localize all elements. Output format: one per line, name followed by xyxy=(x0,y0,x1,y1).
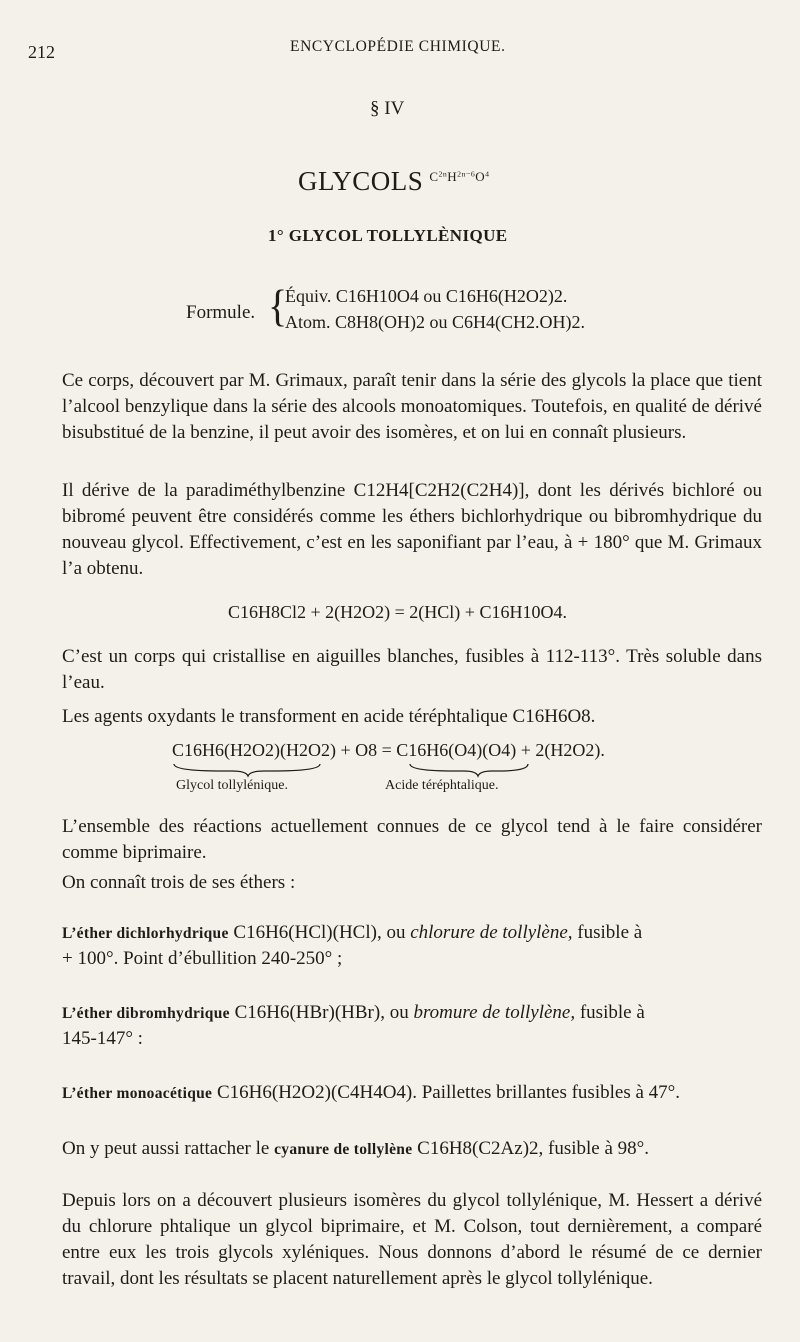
section-subtitle: 1° GLYCOL TOLLYLÈNIQUE xyxy=(268,226,508,245)
paragraph-3: C’est un corps qui cristallise en aiguilles blanches, fusibles à 112-113°. Très soluble dans l’eau. xyxy=(62,646,762,693)
page-number: 212 xyxy=(28,42,55,62)
chapter-title xyxy=(298,166,490,197)
running-title: ENCYCLOPÉDIE CHIMIQUE. xyxy=(290,38,506,55)
underbrace-left xyxy=(174,764,320,776)
paragraph-4: Les agents oxydants le transforment en acide téréphtalique C16H6O8. xyxy=(62,706,596,727)
paragraph-5: L’ensemble des réactions actuellement connues de ce glycol tend à le faire considérer comme biprimaire. xyxy=(62,816,762,863)
label-glycol: Glycol tollylénique. xyxy=(176,778,288,793)
equation-2: C16H6(H2O2)(H2O2) + O8 = C16H6(O4)(O4) + 2(H2O2). xyxy=(172,740,605,760)
chapter-title-formula: C2nH2n−6O4 xyxy=(429,169,490,184)
paragraph-6: On connaît trois de ses éthers : xyxy=(62,872,296,893)
section-mark: § IV xyxy=(370,98,405,119)
ether-1-line-1: L’éther dichlorhydrique C16H6(HCl)(HCl), ou chlorure de tollylène, fusible à xyxy=(62,922,643,943)
formule-equiv: Équiv. C16H10O4 ou C16H6(H2O2)2. xyxy=(285,286,568,306)
label-acide: Acide téréphtalique. xyxy=(385,778,499,793)
cyanure-line: On y peut aussi rattacher le cyanure de tollylène C16H8(C2Az)2, fusible à 98°. xyxy=(62,1138,650,1159)
paragraph-1: Ce corps, découvert par M. Grimaux, paraît tenir dans la série des glycols la place que tient l’alcool benzylique dans la série des alcools monoatomiques. Toutefois, en qualité de dérivé bisubstitué de la benzine, il peut avoir des isomères, et on lui en connaît plusieurs. xyxy=(62,370,762,443)
ether-2-line-2: 145-147° : xyxy=(62,1028,143,1049)
ether-3-line: L’éther monoacétique C16H6(H2O2)(C4H4O4). Paillettes brillantes fusibles à 47°. xyxy=(62,1082,680,1103)
equation-1: C16H8Cl2 + 2(H2O2) = 2(HCl) + C16H10O4. xyxy=(228,602,567,622)
paragraph-7: Depuis lors on a découvert plusieurs isomères du glycol tollylénique, M. Hessert a dérivé du chlorure phtalique un glycol biprimaire, et M. Colson, tout dernièrement, a comparé entre eux les trois glycols xyléniques. Nous donnons d’abord le résumé de ce dernier travail, dont les résultats se placent naturellement après le glycol tollylénique. xyxy=(62,1190,762,1289)
chapter-title-text: GLYCOLS xyxy=(298,166,424,196)
brace-symbol: { xyxy=(268,280,288,331)
formule-atom: Atom. C8H8(OH)2 ou C6H4(CH2.OH)2. xyxy=(285,312,586,332)
ether-2-line-1: L’éther dibromhydrique C16H6(HBr)(HBr), ou bromure de tollylène, fusible à xyxy=(62,1002,645,1023)
formule-label: Formule. xyxy=(186,302,256,323)
paragraph-2: Il dérive de la paradiméthylbenzine C12H4[C2H2(C2H4)], dont les dérivés bichloré ou bibromé peuvent être considérés comme les éthers bichlorhydrique ou bibromhydrique du nouveau glycol. Effectivement, c’est en les saponifiant par l’eau, à + 180° que M. Grimaux l’a obtenu. xyxy=(62,480,762,579)
underbrace-right xyxy=(410,764,528,776)
ether-1-line-2: + 100°. Point d’ébullition 240-250° ; xyxy=(62,948,343,969)
equation-2-underbraces xyxy=(172,762,532,778)
